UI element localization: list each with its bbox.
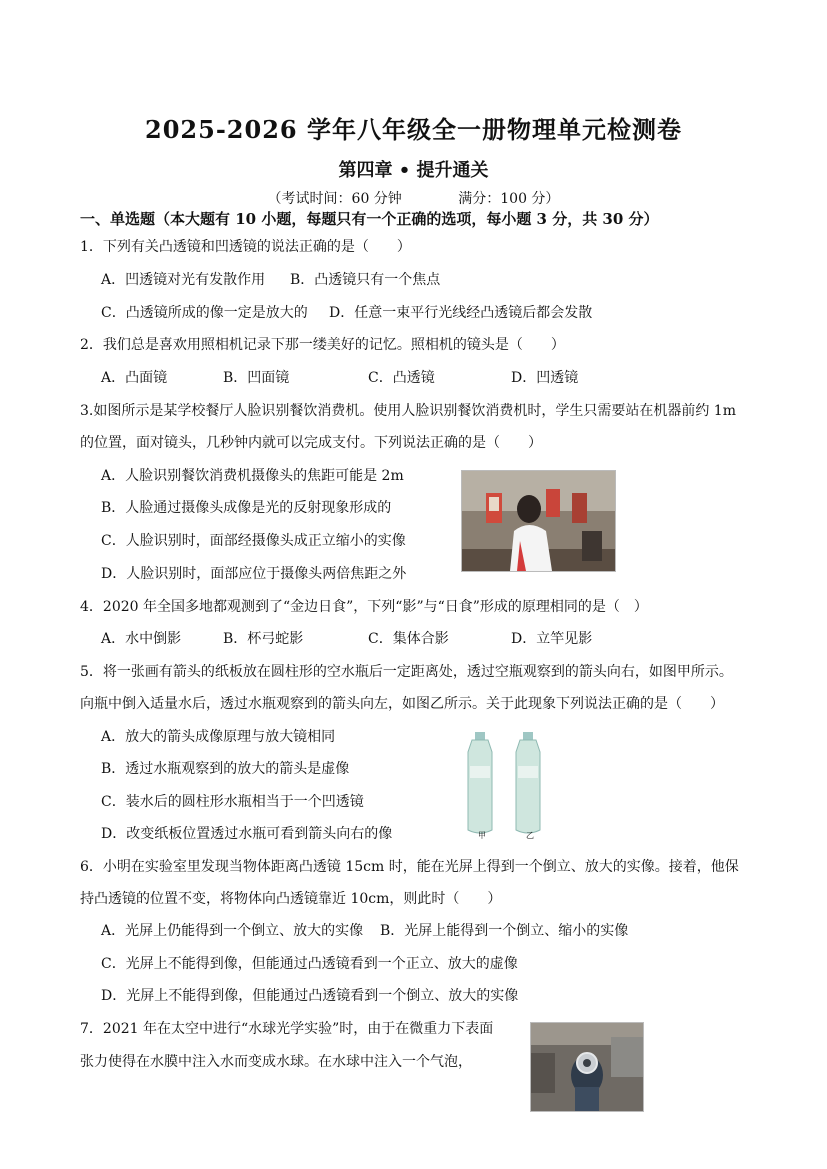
q2-stem: 2．我们总是喜欢用照相机记录下那一缕美好的记忆。照相机的镜头是（ ） <box>80 337 565 353</box>
q4-option-a: A．水中倒影 <box>101 631 182 647</box>
q1-option-d: D．任意一束平行光线经凸透镜后都会发散 <box>329 305 593 321</box>
face-recognition-photo <box>461 470 616 572</box>
q6-option-c: C．光屏上不能得到像，但能通过凸透镜看到一个正立、放大的虚像 <box>101 956 518 972</box>
bottles-figure <box>462 730 558 842</box>
q5-option-d: D．改变纸板位置透过水瓶可看到箭头向右的像 <box>101 826 393 842</box>
q6-stem-line1: 6．小明在实验室里发现当物体距离凸透镜 15cm 时，能在光屏上得到一个倒立、放大的实像。接着，他保 <box>80 859 739 875</box>
chapter-subtitle: 第四章 • 提升通关 <box>338 160 489 181</box>
q6-option-b: B．光屏上能得到一个倒立、缩小的实像 <box>380 923 629 939</box>
q1-option-a: A．凹透镜对光有发散作用 <box>101 272 266 288</box>
q1-option-b: B．凸透镜只有一个焦点 <box>290 272 441 288</box>
q4-stem: 4．2020 年全国多地都观测到了“金边日食”，下列“影”与“日食”形成的原理相同的是（ ） <box>80 599 648 615</box>
q6-option-a: A．光屏上仍能得到一个倒立、放大的实像 <box>101 923 364 939</box>
q3-option-c: C．人脸识别时，面部经摄像头成正立缩小的实像 <box>101 533 406 549</box>
q3-option-a: A．人脸识别餐饮消费机摄像头的焦距可能是 2m <box>101 468 404 484</box>
bottle-label-jia: 甲 <box>478 831 486 840</box>
q5-option-c: C．装水后的圆柱形水瓶相当于一个凹透镜 <box>101 794 364 810</box>
q5-option-b: B．透过水瓶观察到的放大的箭头是虚像 <box>101 761 350 777</box>
q3-stem-line2: 的位置，面对镜头，几秒钟内就可以完成支付。下列说法正确的是（ ） <box>80 435 542 451</box>
q7-stem-line2: 张力使得在水膜中注入水而变成水球。在水球中注入一个气泡， <box>80 1054 472 1070</box>
exam-score: 满分：100 分） <box>458 191 560 207</box>
water-ball-photo <box>530 1022 644 1112</box>
water-ball-illustration <box>531 1023 643 1111</box>
section-heading: 一、单选题（本大题有 10 小题，每题只有一个正确的选项，每小题 3 分，共 30 分） <box>80 210 659 228</box>
q2-option-d: D．凹透镜 <box>511 370 579 386</box>
q5-stem-line2: 向瓶中倒入适量水后，透过水瓶观察到的箭头向左，如图乙所示。关于此现象下列说法正确的是（ ） <box>80 696 724 712</box>
q4-option-c: C．集体合影 <box>368 631 449 647</box>
q2-option-b: B．凹面镜 <box>223 370 290 386</box>
q3-stem-line1: 3.如图所示是某学校餐厅人脸识别餐饮消费机。使用人脸识别餐饮消费机时，学生只需要站在机器前约 1m <box>80 403 736 419</box>
q2-option-a: A．凸面镜 <box>101 370 168 386</box>
q4-option-d: D．立竿见影 <box>511 631 593 647</box>
q6-option-d: D．光屏上不能得到像，但能通过凸透镜看到一个倒立、放大的实像 <box>101 988 519 1004</box>
q7-stem-line1: 7．2021 年在太空中进行“水球光学实验”时，由于在微重力下表面 <box>80 1021 494 1037</box>
q5-stem-line1: 5．将一张画有箭头的纸板放在圆柱形的空水瓶后一定距离处，透过空瓶观察到的箭头向右，如图甲所示。 <box>80 664 733 680</box>
q1-option-c: C．凸透镜所成的像一定是放大的 <box>101 305 308 321</box>
q4-option-b: B．杯弓蛇影 <box>223 631 304 647</box>
exam-meta <box>0 188 827 208</box>
q6-stem-line2: 持凸透镜的位置不变，将物体向凸透镜靠近 10cm，则此时（ ） <box>80 891 502 907</box>
bottle-label-yi: 乙 <box>526 831 534 840</box>
water-bottles-illustration <box>462 730 558 842</box>
q5-option-a: A．放大的箭头成像原理与放大镜相同 <box>101 729 336 745</box>
q3-option-d: D．人脸识别时，面部应位于摄像头两倍焦距之外 <box>101 566 407 582</box>
face-recognition-illustration <box>462 471 615 571</box>
q2-option-c: C．凸透镜 <box>368 370 435 386</box>
q3-option-b: B．人脸通过摄像头成像是光的反射现象形成的 <box>101 500 392 516</box>
q1-stem: 1．下列有关凸透镜和凹透镜的说法正确的是（ ） <box>80 239 411 255</box>
page-title: 2025-2026 学年八年级全一册物理单元检测卷 <box>145 115 682 144</box>
exam-time: （考试时间：60 分钟 <box>267 191 402 207</box>
